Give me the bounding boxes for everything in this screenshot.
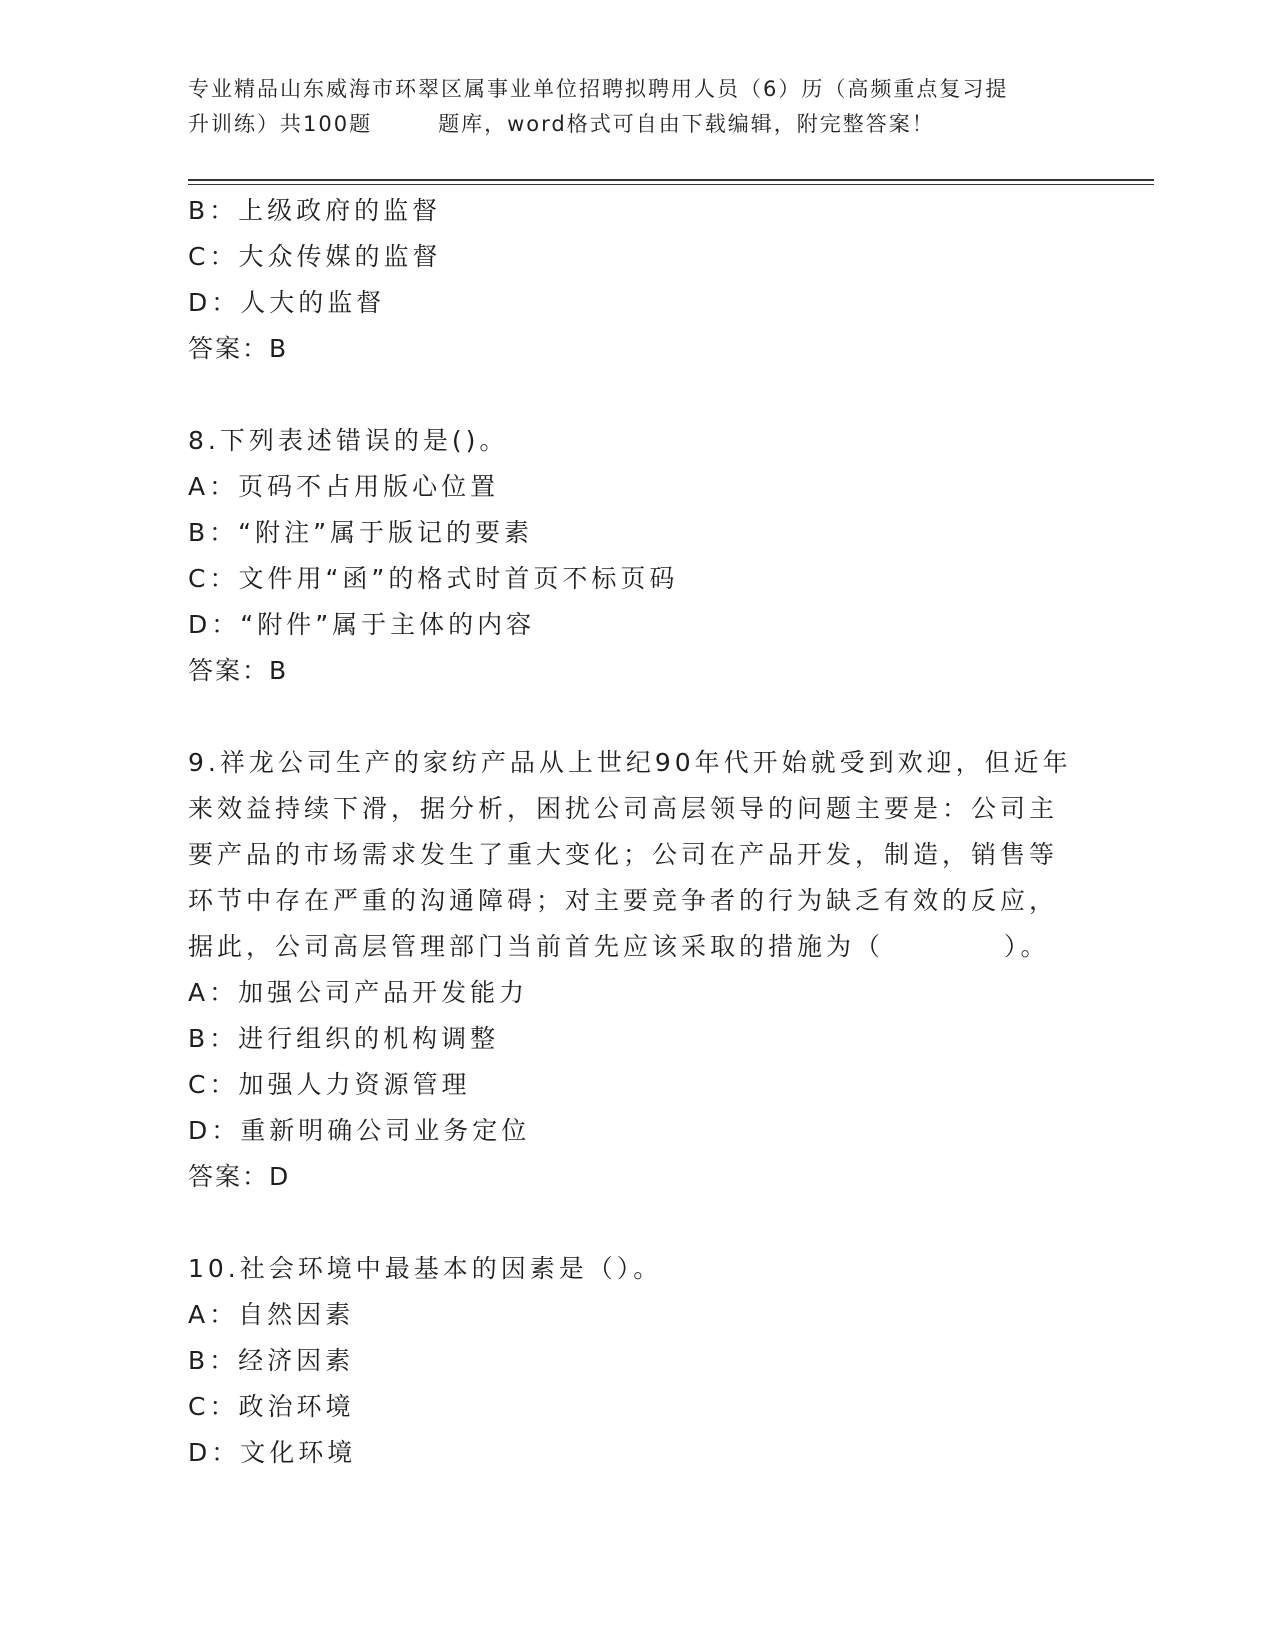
question-10 xyxy=(188,1246,1088,1476)
option-a: A：自然因素 xyxy=(188,1300,355,1329)
option-d: D：重新明确公司业务定位 xyxy=(188,1116,531,1145)
option-a: A：页码不占用版心位置 xyxy=(188,472,500,501)
header-divider-thick xyxy=(188,179,1154,181)
header-title-line-1: 专业精品山东威海市环翠区属事业单位招聘拟聘用人员（6）历（高频重点复习提 xyxy=(188,77,1009,101)
question-line-5 xyxy=(188,924,1088,970)
option-b: B：经济因素 xyxy=(188,1346,355,1375)
document-body xyxy=(188,188,1088,1476)
option-d: D：文化环境 xyxy=(188,1438,357,1467)
question-7 xyxy=(188,188,1088,372)
question-text: 8.下列表述错误的是()。 xyxy=(188,426,509,455)
question-line-3: 要产品的市场需求发生了重大变化；公司在产品开发，制造，销售等 xyxy=(188,840,1059,869)
answer: 答案：B xyxy=(188,656,289,685)
question-text: 10.社会环境中最基本的因素是（）。 xyxy=(188,1254,663,1283)
question-8 xyxy=(188,418,1088,694)
option-b: B：上级政府的监督 xyxy=(188,196,442,225)
option-a: A：加强公司产品开发能力 xyxy=(188,978,529,1007)
question-line-2: 来效益持续下滑，据分析，困扰公司高层领导的问题主要是：公司主 xyxy=(188,794,1059,823)
header-title-line-2 xyxy=(188,107,1088,142)
question-line-5b: ）。 xyxy=(1004,932,1050,961)
option-d: D：人大的监督 xyxy=(188,288,386,317)
option-d: D：“附件”属于主体的内容 xyxy=(188,610,536,639)
option-c: C：大众传媒的监督 xyxy=(188,242,442,271)
option-b: B：“附注”属于版记的要素 xyxy=(188,518,534,547)
answer: 答案：D xyxy=(188,1162,291,1191)
option-c: C：政治环境 xyxy=(188,1392,355,1421)
option-c: C：加强人力资源管理 xyxy=(188,1070,471,1099)
header-title-line-2a: 升训练）共100题 xyxy=(188,112,373,136)
option-b: B：进行组织的机构调整 xyxy=(188,1024,500,1053)
question-line-5a: 据此，公司高层管理部门当前首先应该采取的措施为（ xyxy=(188,932,885,961)
header-title-line-2b: 题库，word格式可自由下载编辑，附完整答案！ xyxy=(438,112,935,136)
answer: 答案：B xyxy=(188,334,289,363)
question-line-1: 9.祥龙公司生产的家纺产品从上世纪90年代开始就受到欢迎，但近年 xyxy=(188,748,1072,777)
page-header xyxy=(188,72,1088,142)
question-9 xyxy=(188,740,1088,1200)
question-text xyxy=(188,740,1088,970)
question-line-4: 环节中存在严重的沟通障碍；对主要竞争者的行为缺乏有效的反应， xyxy=(188,886,1059,915)
option-c: C：文件用“函”的格式时首页不标页码 xyxy=(188,564,679,593)
header-divider-thin xyxy=(188,184,1154,185)
